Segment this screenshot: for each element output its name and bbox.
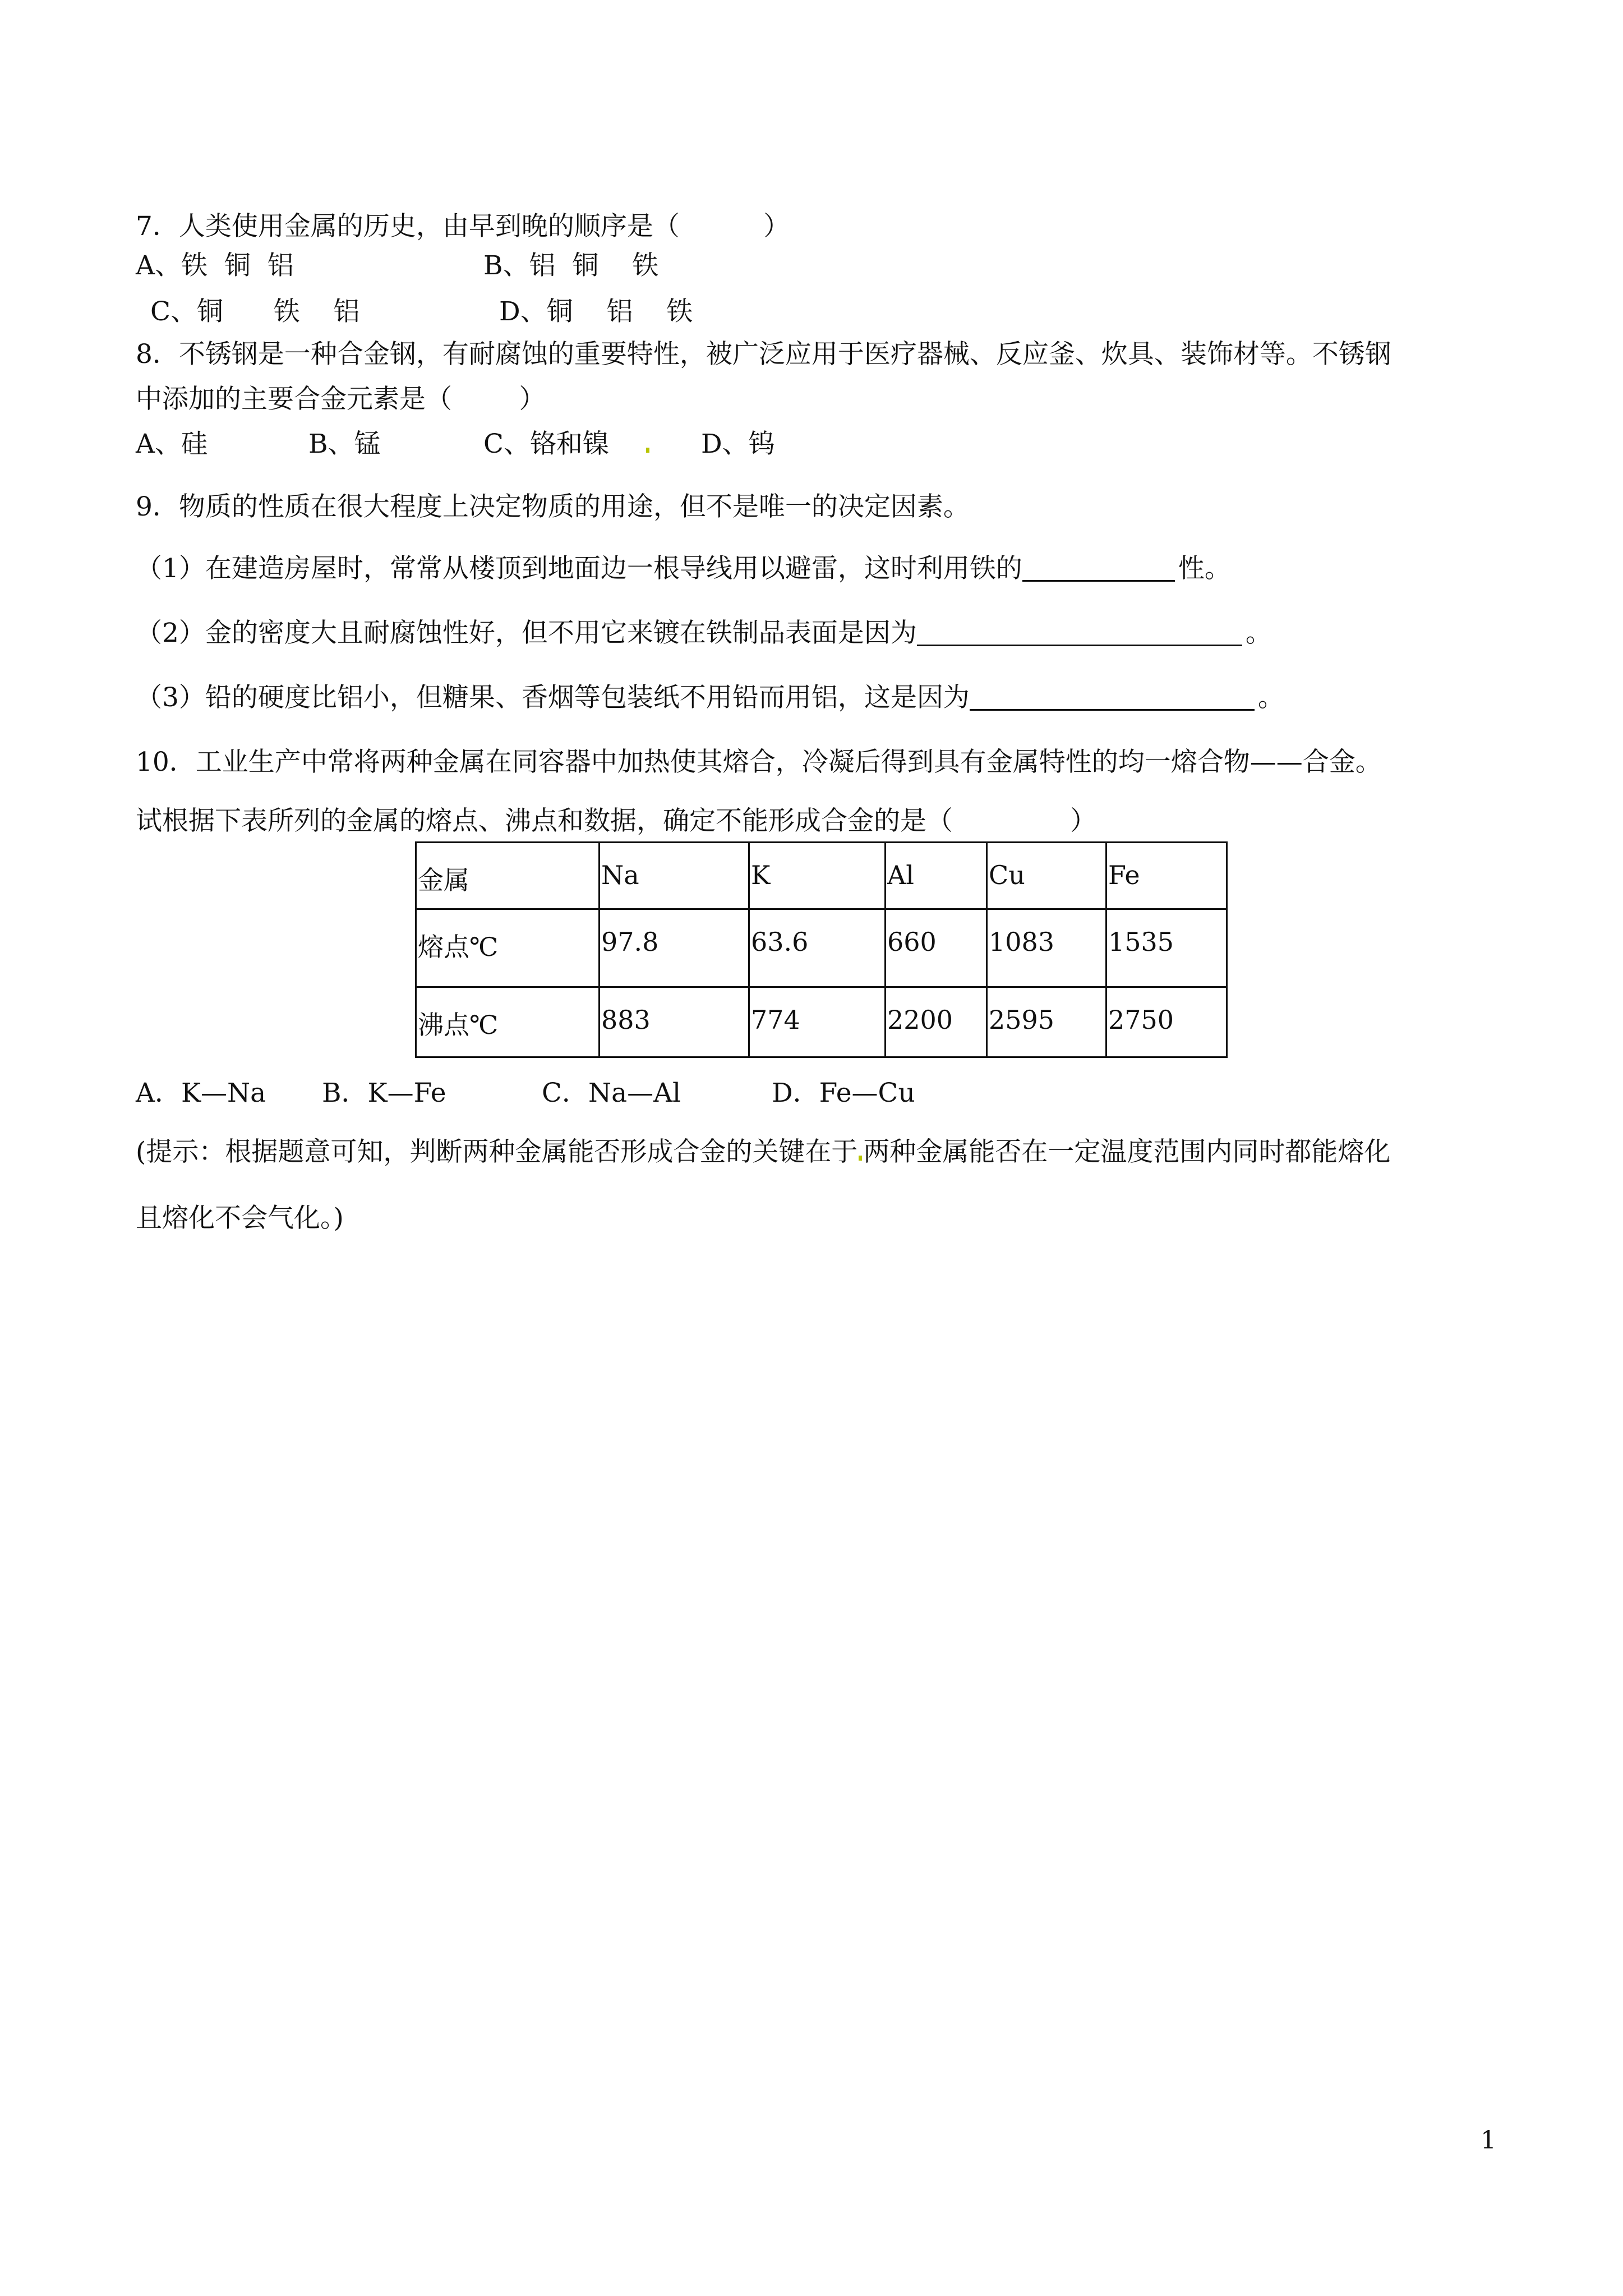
hint-text-b: 两种金属能否在一定温度范围内同时都能熔化	[863, 1137, 1391, 1167]
table-cell: 883	[600, 987, 749, 1057]
q9-part1-suffix: 性。	[1178, 553, 1231, 584]
table-cell: 97.8	[600, 909, 749, 987]
q10-hint-line2: 且熔化不会气化。)	[136, 1203, 344, 1234]
q7-stem: 7．人类使用金属的历史，由早到晚的顺序是（ ）	[136, 211, 790, 242]
table-cell: Fe	[1106, 843, 1227, 909]
q10-hint-line1	[136, 1139, 1390, 1165]
answer-blank-1[interactable]	[1022, 555, 1175, 582]
q8-option-c: C、铬和镍	[483, 429, 609, 459]
q8-option-b: B、锰	[308, 429, 381, 459]
answer-blank-3[interactable]	[970, 684, 1255, 711]
table-cell: Cu	[987, 843, 1106, 909]
q7-option-b: B、铝 铜 铁	[483, 250, 659, 281]
q9-part1	[136, 555, 1231, 582]
q9-part3-text: （3）铅的硬度比铝小，但糖果、香烟等包装纸不用铅而用铝，这是因为	[136, 682, 970, 713]
table-cell: 熔点℃	[416, 909, 600, 987]
metal-properties-table	[415, 841, 1228, 1058]
q9-stem: 9．物质的性质在很大程度上决定物质的用途，但不是唯一的决定因素。	[136, 491, 970, 522]
table-cell: K	[749, 843, 886, 909]
q7-option-d: D、铜 铝 铁	[499, 296, 693, 327]
answer-blank-2[interactable]	[917, 620, 1242, 646]
table-cell: 660	[886, 909, 987, 987]
table-cell: 1535	[1106, 909, 1227, 987]
q10-option-a: A．K—Na	[136, 1078, 266, 1108]
q10-option-d: D．Fe—Cu	[772, 1078, 915, 1108]
q9-part1-text: （1）在建造房屋时，常常从楼顶到地面边一根导线用以避雷，这时利用铁的	[136, 553, 1022, 584]
table-cell: 沸点℃	[416, 987, 600, 1057]
q8-stem-line1: 8．不锈钢是一种合金钢，有耐腐蚀的重要特性，被广泛应用于医疗器械、反应釜、炊具、装饰材等。不锈钢	[136, 339, 1391, 370]
q10-option-b: B．K—Fe	[322, 1078, 446, 1108]
q10-stem-line2: 试根据下表所列的金属的熔点、沸点和数据，确定不能形成合金的是（ ）	[136, 806, 1097, 836]
q9-part3-suffix: 。	[1257, 682, 1284, 713]
stray-mark	[640, 431, 655, 457]
q8-stem-line2: 中添加的主要合金元素是（ ）	[136, 384, 546, 415]
table-cell: 2200	[886, 987, 987, 1057]
hint-text-a: (提示：根据题意可知，判断两种金属能否形成合金的关键在于	[136, 1137, 858, 1167]
table-cell: 774	[749, 987, 886, 1057]
q9-part2-text: （2）金的密度大且耐腐蚀性好，但不用它来镀在铁制品表面是因为	[136, 618, 917, 648]
q9-part3	[136, 684, 1284, 711]
table-cell: 1083	[987, 909, 1106, 987]
table-cell: 金属	[416, 843, 600, 909]
q7-option-c: C、铜 铁 铝	[150, 296, 360, 327]
table-cell: Na	[600, 843, 749, 909]
table-row-melting-point	[416, 909, 1227, 987]
table-cell: Al	[886, 843, 987, 909]
table-cell: 2750	[1106, 987, 1227, 1057]
q8-option-a: A、硅	[136, 429, 208, 459]
q7-option-a: A、铁 铜 铝	[136, 250, 294, 281]
q10-stem-line1: 10．工业生产中常将两种金属在同容器中加热使其熔合，冷凝后得到具有金属特性的均一熔合物——合金。	[136, 747, 1382, 777]
q8-option-d: D、钨	[701, 429, 775, 459]
q10-option-c: C．Na—Al	[542, 1078, 681, 1108]
q9-part2	[136, 620, 1272, 646]
q9-part2-suffix: 。	[1245, 618, 1272, 648]
table-cell: 2595	[987, 987, 1106, 1057]
table-row-header	[416, 843, 1227, 909]
table-cell: 63.6	[749, 909, 886, 987]
page-number: 1	[1481, 2126, 1496, 2155]
table-row-boiling-point	[416, 987, 1227, 1057]
